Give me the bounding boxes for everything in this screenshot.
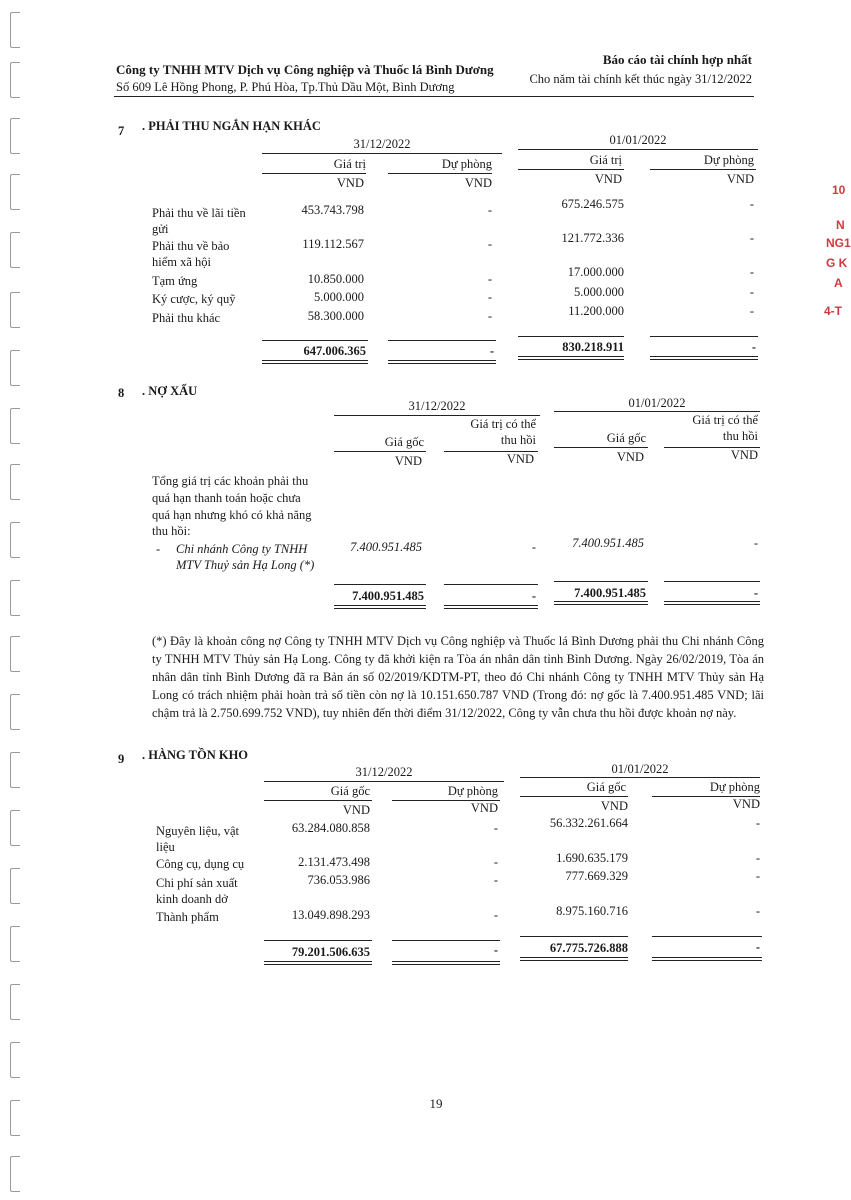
binder-hole xyxy=(10,926,20,962)
stamp-text: A xyxy=(834,276,843,290)
col-header-recoverable: Giá trị có thể xyxy=(470,417,536,431)
total-double-rule xyxy=(262,360,368,364)
row-value: 10.850.000 xyxy=(307,272,364,286)
col-header-value: Giá trị xyxy=(333,157,366,171)
period-header: 31/12/2022 xyxy=(353,137,411,151)
binder-hole xyxy=(10,694,20,730)
row-provision: - xyxy=(487,272,492,286)
total-double-rule xyxy=(520,957,628,961)
binder-hole xyxy=(10,868,20,904)
row-label: Ký cược, ký quỹ xyxy=(152,292,236,306)
row-cost: 777.669.329 xyxy=(565,869,628,883)
period-header: 31/12/2022 xyxy=(408,399,466,413)
footnote-paragraph: (*) Đây là khoản công nợ Công ty TNHH MTV Dịch vụ Công nghiệp và Thuốc lá Bình Dương phải thu Chi nhánh Công ty TNHH MTV Thủy sản Hạ Long. Công ty đã khởi kiện ra Tòa án nhân dân tỉnh Bình Dương. Ngày 26/02/2019, Tòa án nhân dân tỉnh Bình Dương đã ra Bản án số 02/2019/KDTM-PT, theo đó Chi nhánh Công ty TNHH MTV Thủy sản Hạ Long có trách nhiệm phải hoàn trả số tiền còn nợ là 10.151.650.787 VND (Trong đó: nợ gốc là 7.400.951.485 VND; lãi chậm trả là 2.750.699.752 VND), tuy nhiên đến thời điểm 31/12/2022, Công ty vẫn chưa thu hồi được khoản nợ này. xyxy=(152,634,764,720)
row-provision: - xyxy=(493,821,498,835)
period-rule xyxy=(334,415,540,416)
row-provision: - xyxy=(493,873,498,887)
row-provision: - xyxy=(493,908,498,922)
row-provision: - xyxy=(493,855,498,869)
subtotal-rule xyxy=(264,940,372,941)
stamp-text: 4-T xyxy=(824,304,842,318)
row-label: liệu xyxy=(156,840,175,854)
binder-hole xyxy=(10,1042,20,1078)
subtotal-rule xyxy=(650,336,758,337)
binder-hole xyxy=(10,62,20,98)
binder-hole xyxy=(10,232,20,268)
row-provision: - xyxy=(755,816,760,830)
binder-hole xyxy=(10,464,20,500)
total-recoverable: - xyxy=(531,589,536,603)
subtotal-rule xyxy=(652,936,762,937)
binder-hole xyxy=(10,752,20,788)
period-header: 01/01/2022 xyxy=(611,762,669,776)
description-line: thu hồi: xyxy=(152,524,191,538)
row-label: hiểm xã hội xyxy=(152,255,212,269)
total-double-rule xyxy=(554,601,648,605)
row-label: gửi xyxy=(152,222,169,236)
col-header-recoverable: Giá trị có thể xyxy=(692,413,758,427)
col-rule xyxy=(388,173,492,174)
total-double-rule xyxy=(444,605,538,609)
section-title: . PHẢI THU NGẮN HẠN KHÁC xyxy=(142,119,321,133)
binder-hole xyxy=(10,1156,20,1192)
row-provision: - xyxy=(749,304,754,318)
col-header-cost: Giá gốc xyxy=(330,784,370,798)
col-header-value: Giá trị xyxy=(589,153,622,167)
row-label: Tạm ứng xyxy=(152,274,198,288)
total-cost: 7.400.951.485 xyxy=(352,589,424,603)
unit-label: VND xyxy=(464,176,492,190)
section-number: 7 xyxy=(118,124,125,138)
subtotal-rule xyxy=(518,336,624,337)
row-provision: - xyxy=(755,869,760,883)
section-number: 8 xyxy=(118,386,125,400)
col-header-recoverable: thu hồi xyxy=(722,429,758,443)
period-rule xyxy=(264,781,504,782)
binder-hole xyxy=(10,174,20,210)
row-label: Nguyên liệu, vật xyxy=(156,824,239,838)
total-provision: - xyxy=(751,340,756,354)
description-line: Tổng giá trị các khoản phải thu xyxy=(152,474,309,488)
stamp-text: N xyxy=(836,218,845,232)
subtotal-rule xyxy=(664,581,760,582)
row-provision: - xyxy=(755,904,760,918)
unit-label: VND xyxy=(594,172,622,186)
subtotal-rule xyxy=(262,340,368,341)
col-header-provision: Dự phòng xyxy=(709,780,760,794)
total-cost: 79.201.506.635 xyxy=(291,945,370,959)
subtotal-rule xyxy=(444,584,538,585)
period-header: 31/12/2022 xyxy=(355,765,413,779)
unit-label: VND xyxy=(616,450,644,464)
report-period: Cho năm tài chính kết thúc ngày 31/12/2022 xyxy=(529,72,752,86)
row-value: 453.743.798 xyxy=(301,203,364,217)
col-header-provision: Dự phòng xyxy=(703,153,754,167)
binder-hole xyxy=(10,12,20,48)
header-rule xyxy=(114,96,754,97)
total-provision: - xyxy=(493,943,498,957)
section-number: 9 xyxy=(118,752,125,766)
row-value: 121.772.336 xyxy=(561,231,624,245)
total-double-rule xyxy=(388,360,496,364)
col-header-recoverable: thu hồi xyxy=(500,433,536,447)
row-cost: 13.049.898.293 xyxy=(291,908,370,922)
unit-label: VND xyxy=(600,799,628,813)
total-provision: - xyxy=(489,344,494,358)
col-header-cost: Giá gốc xyxy=(606,431,646,445)
row-value: 5.000.000 xyxy=(314,290,364,304)
subtotal-rule xyxy=(520,936,628,937)
stamp-text: NG1 xyxy=(826,236,851,250)
binder-hole xyxy=(10,636,20,672)
unit-label: VND xyxy=(730,448,758,462)
company-address: Số 609 Lê Hồng Phong, P. Phú Hòa, Tp.Thủ Dầu Một, Bình Dương xyxy=(116,80,455,94)
subtotal-rule xyxy=(392,940,500,941)
row-label: Phải thu khác xyxy=(152,311,221,325)
total-double-rule xyxy=(518,356,624,360)
col-header-provision: Dự phòng xyxy=(441,157,492,171)
binder-hole xyxy=(10,810,20,846)
col-rule xyxy=(554,447,648,448)
total-cost: 7.400.951.485 xyxy=(574,586,646,600)
bullet: - xyxy=(156,542,161,556)
col-header-cost: Giá gốc xyxy=(384,435,424,449)
row-value: 58.300.000 xyxy=(307,309,364,323)
col-rule xyxy=(334,451,426,452)
binder-hole xyxy=(10,580,20,616)
row-value: 11.200.000 xyxy=(568,304,624,318)
row-recoverable: - xyxy=(753,536,758,550)
period-header: 01/01/2022 xyxy=(628,396,686,410)
row-provision: - xyxy=(749,285,754,299)
row-recoverable: - xyxy=(531,540,536,554)
row-value: 5.000.000 xyxy=(574,285,624,299)
total-double-rule xyxy=(334,605,426,609)
description-line: quá hạn thanh toán hoặc chưa xyxy=(152,491,301,505)
unit-label: VND xyxy=(732,797,760,811)
subtotal-rule xyxy=(388,340,496,341)
total-value: 830.218.911 xyxy=(562,340,624,354)
row-label: Công cụ, dụng cụ xyxy=(156,857,245,871)
total-recoverable: - xyxy=(753,586,758,600)
row-cost: 1.690.635.179 xyxy=(556,851,628,865)
binder-hole xyxy=(10,522,20,558)
row-value: 17.000.000 xyxy=(567,265,624,279)
row-provision: - xyxy=(749,197,754,211)
row-cost: 56.332.261.664 xyxy=(549,816,628,830)
row-label: Phải thu về lãi tiền xyxy=(152,206,246,220)
row-label: Thành phẩm xyxy=(156,910,219,924)
stamp-text: 10 xyxy=(832,183,846,197)
debtor-label: MTV Thuỷ sản Hạ Long (*) xyxy=(176,558,315,572)
row-cost: 736.053.986 xyxy=(307,873,370,887)
row-provision: - xyxy=(487,309,492,323)
row-provision: - xyxy=(755,851,760,865)
page-number: 19 xyxy=(429,1096,443,1111)
total-double-rule xyxy=(664,601,760,605)
binder-hole xyxy=(10,1100,20,1136)
row-label: Phải thu về bảo xyxy=(152,239,230,253)
unit-label: VND xyxy=(336,176,364,190)
row-provision: - xyxy=(487,237,492,251)
unit-label: VND xyxy=(726,172,754,186)
row-cost: 8.975.160.716 xyxy=(556,904,628,918)
binder-hole xyxy=(10,118,20,154)
section-title: . HÀNG TỒN KHO xyxy=(142,748,249,762)
subtotal-rule xyxy=(554,581,648,582)
binder-hole xyxy=(10,408,20,444)
period-header: 01/01/2022 xyxy=(609,133,667,147)
company-name: Công ty TNHH MTV Dịch vụ Công nghiệp và Thuốc lá Bình Dương xyxy=(116,62,494,77)
row-provision: - xyxy=(487,203,492,217)
total-double-rule xyxy=(650,356,758,360)
report-title: Báo cáo tài chính hợp nhất xyxy=(602,52,752,67)
period-rule xyxy=(554,411,760,412)
period-rule xyxy=(262,153,502,154)
period-rule xyxy=(520,777,760,778)
row-cost: 63.284.080.858 xyxy=(291,821,370,835)
row-cost: 7.400.951.485 xyxy=(350,540,422,554)
total-value: 647.006.365 xyxy=(303,344,366,358)
debtor-label: Chi nhánh Công ty TNHH xyxy=(176,542,308,556)
binder-hole xyxy=(10,350,20,386)
col-rule xyxy=(518,169,624,170)
row-cost: 2.131.473.498 xyxy=(298,855,370,869)
binder-hole xyxy=(10,984,20,1020)
stamp-text: G K xyxy=(826,256,848,270)
col-rule xyxy=(650,169,756,170)
unit-label: VND xyxy=(342,803,370,817)
binder-hole xyxy=(10,292,20,328)
row-cost: 7.400.951.485 xyxy=(572,536,644,550)
col-header-cost: Giá gốc xyxy=(586,780,626,794)
row-value: 675.246.575 xyxy=(561,197,624,211)
description-line: quá hạn nhưng khó có khả năng xyxy=(152,508,312,522)
row-value: 119.112.567 xyxy=(302,237,364,251)
row-provision: - xyxy=(749,265,754,279)
col-rule xyxy=(262,173,366,174)
row-label: kinh doanh dở xyxy=(156,892,228,906)
total-double-rule xyxy=(392,961,500,965)
row-provision: - xyxy=(487,290,492,304)
unit-label: VND xyxy=(506,452,534,466)
unit-label: VND xyxy=(394,454,422,468)
section-title: . NỢ XẤU xyxy=(142,384,198,398)
col-header-provision: Dự phòng xyxy=(447,784,498,798)
row-provision: - xyxy=(749,231,754,245)
total-double-rule xyxy=(652,957,762,961)
total-cost: 67.775.726.888 xyxy=(549,941,628,955)
col-rule xyxy=(264,800,372,801)
total-double-rule xyxy=(264,961,372,965)
total-provision: - xyxy=(755,940,760,954)
col-rule xyxy=(520,796,628,797)
subtotal-rule xyxy=(334,584,426,585)
row-label: Chi phí sản xuất xyxy=(156,876,238,890)
unit-label: VND xyxy=(470,801,498,815)
period-rule xyxy=(518,149,758,150)
